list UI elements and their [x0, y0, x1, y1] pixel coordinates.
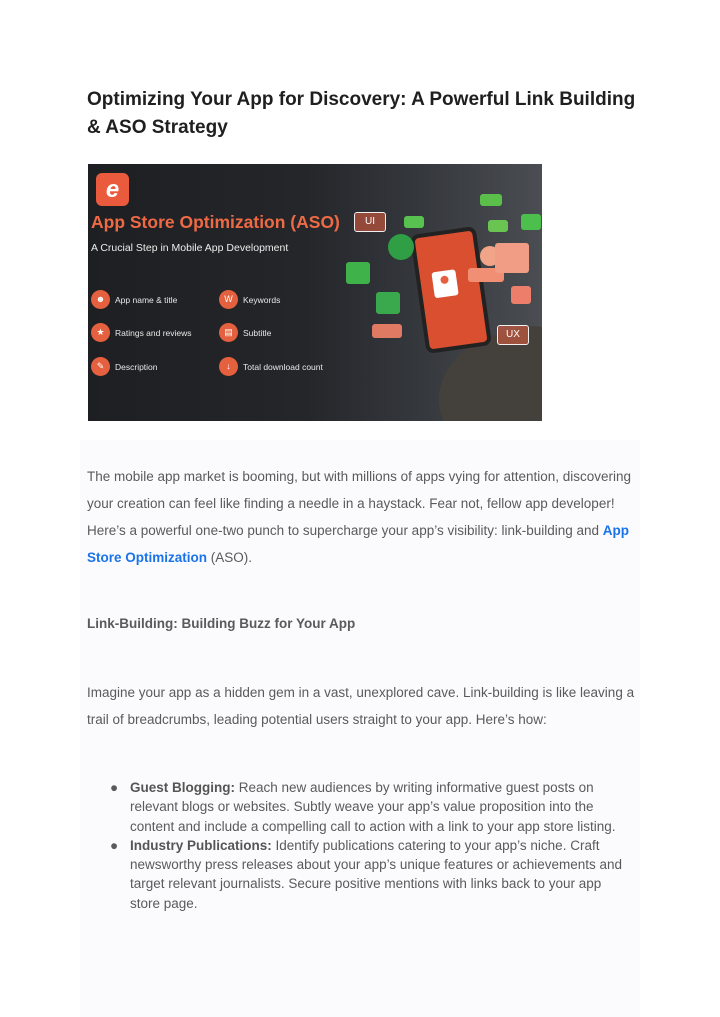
- feature-keywords: [219, 290, 280, 309]
- ui-chip: [404, 216, 424, 228]
- feature-description: [91, 357, 158, 376]
- ui-chip: [480, 194, 502, 206]
- feature-label: Ratings and reviews: [115, 327, 192, 338]
- brand-logo: e: [96, 173, 129, 206]
- intro-text: The mobile app market is booming, but with millions of apps vying for attention, discovering your creation can feel like finding a needle in a haystack. Fear not, fellow app developer! Here’s a powerful one-two punch to supercharge your app’s visibility: link-building and: [87, 469, 632, 538]
- intro-text-end: (ASO).: [207, 550, 253, 565]
- user-bubble-icon: [388, 234, 414, 260]
- profile-card-icon: [431, 269, 458, 298]
- hero-image: [88, 164, 542, 421]
- feature-subtitle: [219, 323, 271, 342]
- document-icon: ✎: [91, 357, 110, 376]
- intro-paragraph: [87, 463, 647, 571]
- feature-ratings: [91, 323, 192, 342]
- strategy-list: [108, 778, 628, 913]
- code-icon: [346, 262, 370, 284]
- page-title: Optimizing Your App for Discovery: A Powerful Link Building & ASO Strategy: [87, 89, 636, 138]
- ui-chip: [488, 220, 508, 232]
- section-intro-paragraph: Imagine your app as a hidden gem in a vast, unexplored cave. Link-building is like leaving a trail of breadcrumbs, leading potential users straight to your app. Here’s how:: [87, 685, 635, 727]
- feature-app-name: [91, 290, 177, 309]
- list-item-text: Reach new audiences by writing informative guest posts on relevant blogs or websites. Subtly weave your app’s value proposition into the content and include a compelling call to action with a link to your app store listing.: [130, 780, 616, 834]
- feature-label: Description: [115, 361, 158, 372]
- ui-chip: [372, 324, 402, 338]
- ui-chip: [521, 214, 541, 230]
- feature-label: App name & title: [115, 294, 178, 305]
- feature-label: Total download count: [243, 361, 323, 372]
- star-rating-icon: ★: [91, 323, 110, 342]
- list-item: [108, 778, 628, 836]
- ui-chip: [495, 243, 529, 273]
- keyword-icon: W: [219, 290, 238, 309]
- phone-illustration: [410, 226, 492, 354]
- chart-icon: [376, 292, 400, 314]
- ui-tag: UI: [354, 212, 386, 232]
- hero-subtitle: A Crucial Step in Mobile App Development: [91, 242, 289, 254]
- bullet-icon: ●: [110, 837, 119, 853]
- list-item: [108, 836, 628, 913]
- feature-downloads: [219, 357, 323, 376]
- ux-tag: UX: [497, 325, 529, 345]
- feature-label: Subtitle: [243, 327, 272, 338]
- feature-label: Keywords: [243, 294, 281, 305]
- bullet-icon: ●: [110, 780, 119, 795]
- list-item-term: Industry Publications:: [130, 837, 272, 853]
- person-icon: ☻: [91, 290, 110, 309]
- subtitle-icon: ▤: [219, 323, 238, 342]
- ui-chip: [511, 286, 531, 304]
- list-item-term: Guest Blogging:: [130, 780, 235, 795]
- download-icon: ↓: [219, 357, 238, 376]
- list-item-text: Identify publications catering to your app’s niche. Craft newsworthy press releases about your app’s unique features or achievements and target relevant journalists. Secure positive mentions with links back to your app store page.: [130, 837, 623, 911]
- section-heading: Link-Building: Building Buzz for Your App: [87, 616, 356, 631]
- hero-title: App Store Optimization (ASO): [91, 212, 340, 232]
- aso-link[interactable]: App Store Optimization: [87, 523, 630, 565]
